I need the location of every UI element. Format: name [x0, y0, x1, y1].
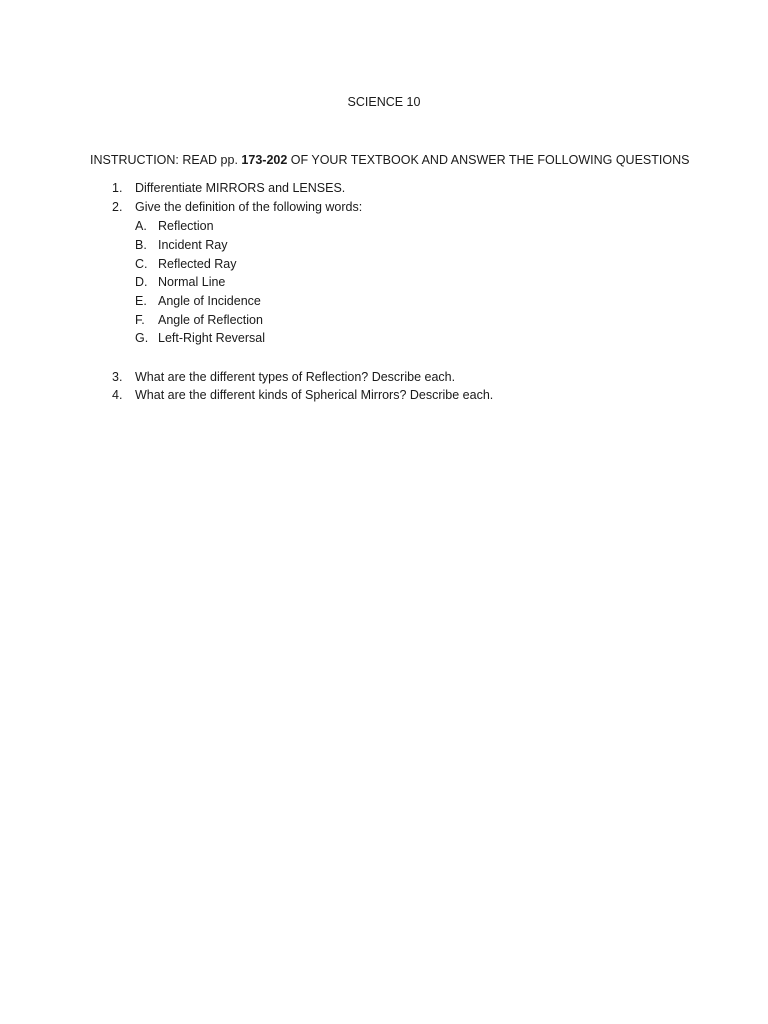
question-number: 4. — [112, 388, 123, 402]
instruction-prefix: INSTRUCTION: READ pp. — [90, 153, 242, 167]
term-text: Angle of Incidence — [158, 294, 261, 308]
question-text: Differentiate MIRRORS and LENSES. — [135, 181, 346, 195]
question-number: 1. — [112, 181, 123, 195]
question-number: 2. — [112, 200, 123, 214]
term-letter: C. — [135, 257, 148, 271]
term-item — [135, 237, 227, 253]
term-letter: A. — [135, 219, 147, 233]
term-text: Angle of Reflection — [158, 313, 263, 327]
term-text: Normal Line — [158, 275, 226, 289]
question-text: What are the different types of Reflection? Describe each. — [135, 370, 456, 384]
term-letter: B. — [135, 238, 147, 252]
term-text: Left-Right Reversal — [158, 331, 265, 345]
term-item — [135, 274, 225, 290]
question-item — [112, 387, 493, 403]
term-text: Reflected Ray — [158, 257, 237, 271]
question-number: 3. — [112, 370, 123, 384]
question-item — [112, 180, 345, 196]
term-item — [135, 218, 214, 234]
document-title: SCIENCE 10 — [347, 95, 421, 109]
term-letter: E. — [135, 294, 147, 308]
instruction-suffix: OF YOUR TEXTBOOK AND ANSWER THE FOLLOWING QUESTIONS — [287, 153, 690, 167]
question-text: What are the different kinds of Spherical Mirrors? Describe each. — [135, 388, 494, 402]
term-letter: F. — [135, 313, 145, 327]
question-item — [112, 199, 362, 215]
question-item — [112, 369, 455, 385]
term-item — [135, 293, 261, 309]
instruction-pages: 173-202 — [241, 153, 288, 167]
instruction-line — [90, 152, 750, 168]
term-letter: D. — [135, 275, 148, 289]
term-text: Incident Ray — [158, 238, 228, 252]
term-letter: G. — [135, 331, 149, 345]
term-text: Reflection — [158, 219, 214, 233]
term-item — [135, 256, 237, 272]
term-item — [135, 312, 263, 328]
term-item — [135, 330, 265, 346]
question-text: Give the definition of the following words: — [135, 200, 363, 214]
